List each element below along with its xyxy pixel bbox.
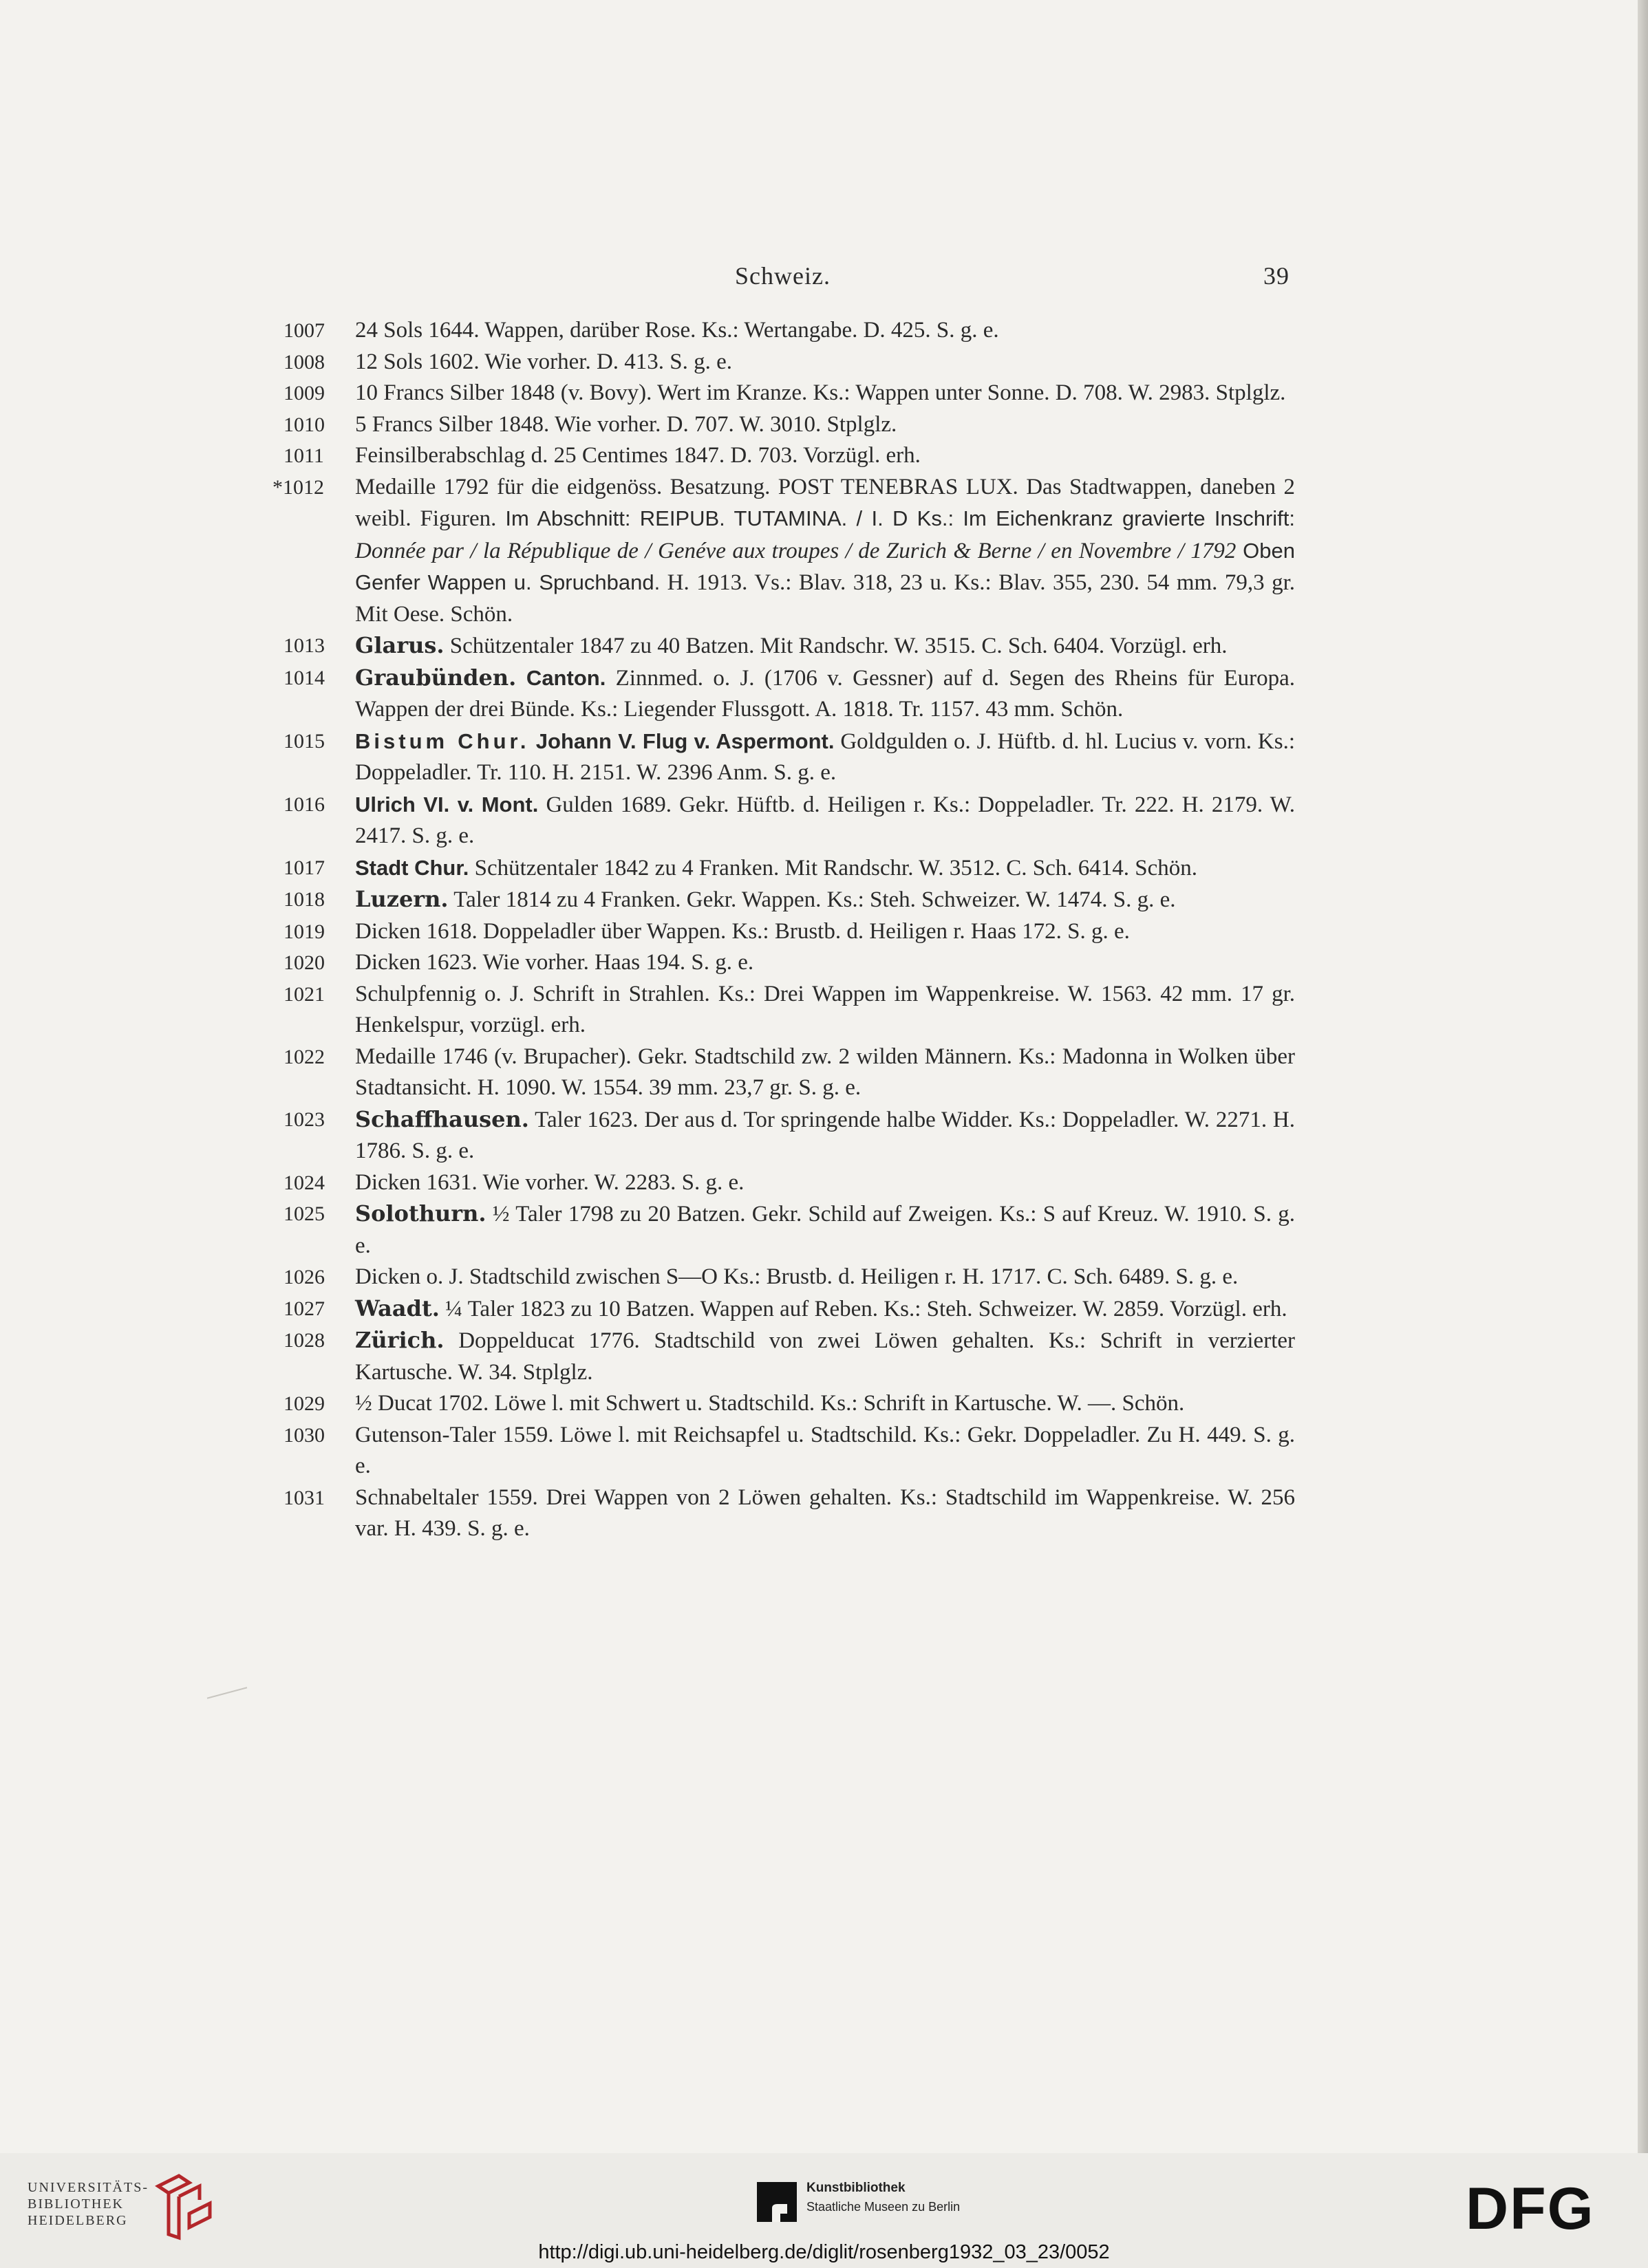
lot-description bbox=[355, 1167, 1295, 1199]
description-text: Gulden 1689. Gekr. Hüftb. d. Heiligen r. Ks.: Doppeladler. Tr. 222. H. 2179. W. 2417. S. g. e. bbox=[355, 792, 1295, 848]
description-text: 24 Sols 1644. Wappen, darüber Rose. Ks.: Wertangabe. D. 425. S. g. e. bbox=[355, 318, 999, 343]
catalog-entry bbox=[283, 884, 1295, 916]
catalog-entry bbox=[283, 378, 1295, 409]
kunstbibliothek-title: Kunstbibliothek bbox=[806, 2181, 906, 2195]
place-heading: Graubünden. bbox=[355, 664, 517, 691]
lot-number: 1013 bbox=[283, 634, 325, 657]
ub-heidelberg-logo[interactable] bbox=[28, 2172, 213, 2234]
lot-number: 1019 bbox=[283, 920, 325, 943]
description-text: Schützentaler 1842 zu 4 Franken. Mit Randschr. W. 3512. C. Sch. 6414. Schön. bbox=[469, 855, 1197, 881]
lot-number: *1012 bbox=[272, 475, 324, 499]
catalog-entry bbox=[283, 1293, 1295, 1326]
page-url[interactable]: http://digi.ub.uni-heidelberg.de/diglit/rosenberg1932_03_23/0052 bbox=[538, 2241, 1110, 2263]
catalog-entry bbox=[283, 979, 1295, 1041]
description-text: Doppelducat 1776. Stadtschild von zwei Löwen gehalten. Ks.: Schrift in verzierter Kartusche. W. 34. Stplglz. bbox=[355, 1328, 1295, 1385]
ub-mark-icon bbox=[151, 2172, 213, 2241]
description-text: H. 1913. Vs.: Blav. 318, 23 u. Ks.: Blav. 355, 230. 54 mm. 79,3 gr. Mit Oese. Schön. bbox=[355, 570, 1295, 627]
lot-description bbox=[355, 1325, 1295, 1388]
kunstbibliothek-logo[interactable] bbox=[757, 2171, 1005, 2233]
catalog-entry bbox=[283, 315, 1295, 347]
description-text: Stadt Chur. bbox=[355, 855, 469, 880]
place-heading: Waadt. bbox=[355, 1295, 440, 1321]
description-text: Medaille 1746 (v. Brupacher). Gekr. Stadtschild zw. 2 wilden Männern. Ks.: Madonna in Wolken über Stadtansicht. H. 1090. W. 1554. 39 mm. 23,7 gr. S. g. e. bbox=[355, 1044, 1295, 1100]
place-heading: Zürich. bbox=[355, 1327, 445, 1353]
lot-number: 1020 bbox=[283, 951, 325, 974]
lot-number: 1029 bbox=[283, 1392, 325, 1415]
lot-description bbox=[355, 852, 1295, 885]
running-head-title: Schweiz. bbox=[735, 262, 831, 290]
lot-description bbox=[355, 979, 1295, 1041]
lot-description bbox=[355, 662, 1295, 726]
lot-number: 1017 bbox=[283, 856, 325, 879]
lot-number: 1022 bbox=[283, 1045, 325, 1068]
catalog-entry bbox=[283, 1388, 1295, 1420]
lot-number: 1016 bbox=[283, 792, 325, 816]
place-heading: Schaffhausen. bbox=[355, 1105, 529, 1132]
catalog-entry bbox=[283, 440, 1295, 472]
description-text: 10 Francs Silber 1848 (v. Bovy). Wert im Kranze. Ks.: Wappen unter Sonne. D. 708. W. 2983. Stplglz. bbox=[355, 380, 1286, 405]
lot-description bbox=[355, 472, 1295, 631]
description-text: Schützentaler 1847 zu 40 Batzen. Mit Randschr. W. 3515. C. Sch. 6404. Vorzügl. erh. bbox=[444, 634, 1228, 658]
place-heading: Luzern. bbox=[355, 886, 449, 912]
catalog-entries bbox=[272, 315, 1295, 1545]
description-text: ½ Taler 1798 zu 20 Batzen. Gekr. Schild auf Zweigen. Ks.: S auf Kreuz. W. 1910. S. g. e. bbox=[355, 1202, 1295, 1258]
catalog-entry bbox=[283, 1420, 1295, 1482]
catalog-entry bbox=[283, 1198, 1295, 1262]
catalog-entry bbox=[283, 1104, 1295, 1167]
description-text: Dicken 1623. Wie vorher. Haas 194. S. g. e. bbox=[355, 950, 754, 975]
catalog-entry bbox=[283, 852, 1295, 885]
lot-number: 1028 bbox=[283, 1329, 325, 1352]
description-text: Im Abschnitt: REIPUB. TUTAMINA. / I. D Ks.: Im Eichenkranz gravierte Inschrift: bbox=[505, 506, 1295, 530]
lot-number: 1014 bbox=[283, 666, 325, 689]
description-text: Ulrich VI. v. Mont. bbox=[355, 792, 539, 817]
lot-description bbox=[355, 378, 1295, 409]
ub-heidelberg-logo-text bbox=[28, 2179, 149, 2229]
lot-number: 1021 bbox=[283, 982, 325, 1006]
lot-description bbox=[355, 1482, 1295, 1545]
page-edge bbox=[1638, 0, 1648, 2153]
lot-number: 1011 bbox=[283, 444, 324, 467]
lot-number: 1023 bbox=[283, 1108, 325, 1131]
viewer-footer bbox=[0, 2153, 1648, 2268]
ub-logo-line-2: BIBLIOTHEK bbox=[28, 2196, 124, 2212]
kunstbibliothek-subtitle: Staatliche Museen zu Berlin bbox=[806, 2200, 961, 2214]
description-text: Taler 1814 zu 4 Franken. Gekr. Wappen. Ks.: Steh. Schweizer. W. 1474. S. g. e. bbox=[448, 887, 1176, 912]
description-text: Dicken o. J. Stadtschild zwischen S—O Ks.: Brustb. d. Heiligen r. H. 1717. C. Sch. 6489. S. g. e. bbox=[355, 1264, 1239, 1289]
lot-description bbox=[355, 1104, 1295, 1167]
lot-number: 1010 bbox=[283, 413, 325, 436]
place-heading: Solothurn. bbox=[355, 1200, 486, 1227]
lot-number: 1030 bbox=[283, 1423, 325, 1447]
catalog-entry bbox=[272, 472, 1295, 631]
lot-description bbox=[355, 409, 1295, 441]
catalog-entry bbox=[283, 789, 1295, 852]
running-head bbox=[0, 261, 1648, 303]
description-text: Gutenson-Taler 1559. Löwe l. mit Reichsapfel u. Stadtschild. Ks.: Gekr. Doppeladler. Zu H. 449. S. g. e. bbox=[355, 1422, 1295, 1478]
catalog-entry bbox=[283, 1262, 1295, 1293]
dfg-logo-text: DFG bbox=[1466, 2181, 1595, 2236]
place-heading: Glarus. bbox=[355, 632, 445, 658]
lot-description bbox=[355, 1388, 1295, 1420]
catalog-entry bbox=[283, 947, 1295, 979]
page-number: 39 bbox=[1263, 262, 1289, 290]
description-text: Johann V. Flug v. Aspermont. bbox=[529, 728, 835, 753]
description-text: 12 Sols 1602. Wie vorher. D. 413. S. g. e. bbox=[355, 349, 733, 374]
kunstbibliothek-mark-icon bbox=[757, 2182, 797, 2222]
ub-logo-line-1: UNIVERSITÄTS- bbox=[28, 2180, 149, 2195]
ub-logo-line-3: HEIDELBERG bbox=[28, 2213, 128, 2228]
catalog-entry bbox=[283, 1041, 1295, 1104]
lot-description bbox=[355, 630, 1295, 662]
description-text: ½ Ducat 1702. Löwe l. mit Schwert u. Stadtschild. Ks.: Schrift in Kartusche. W. —. Schön. bbox=[355, 1391, 1185, 1416]
description-text: Donnée par / la République de / Genéve aux troupes / de Zurich & Berne / en Novembre / 1792 bbox=[355, 538, 1237, 563]
stray-mark bbox=[207, 1687, 247, 1698]
catalog-entry bbox=[283, 630, 1295, 662]
lot-number: 1018 bbox=[283, 888, 325, 911]
description-text: Taler 1623. Der aus d. Tor springende halbe Widder. Ks.: Doppeladler. W. 2271. H. 1786. S. g. e. bbox=[355, 1107, 1295, 1163]
lot-number: 1026 bbox=[283, 1266, 325, 1288]
description-text: 5 Francs Silber 1848. Wie vorher. D. 707. W. 3010. Stplglz. bbox=[355, 411, 897, 437]
description-text: Oben Genfer Wappen u. Spruchband. bbox=[355, 538, 1295, 594]
description-text: Zinnmed. o. J. (1706 v. Gessner) auf d. Segen des Rheins für Europa. Wappen der drei Bünde. Ks.: Liegender Flussgott. A. 1818. Tr. 1157. 43 mm. Schön. bbox=[355, 665, 1295, 722]
lot-number: 1024 bbox=[283, 1171, 325, 1194]
lot-description bbox=[355, 1420, 1295, 1482]
lot-description bbox=[355, 884, 1295, 916]
description-text: Feinsilberabschlag d. 25 Centimes 1847. D. 703. Vorzügl. erh. bbox=[355, 443, 921, 468]
lot-number: 1015 bbox=[283, 729, 325, 753]
lot-number: 1008 bbox=[283, 350, 325, 374]
description-text: Dicken 1618. Doppeladler über Wappen. Ks.: Brustb. d. Heiligen r. Haas 172. S. g. e. bbox=[355, 918, 1130, 944]
lot-description bbox=[355, 347, 1295, 378]
lot-description bbox=[355, 1198, 1295, 1262]
lot-number: 1007 bbox=[283, 319, 325, 342]
lot-description bbox=[355, 315, 1295, 347]
catalog-entry bbox=[283, 347, 1295, 378]
catalog-entry bbox=[283, 726, 1295, 789]
catalog-entry bbox=[283, 916, 1295, 948]
lot-number: 1027 bbox=[283, 1297, 325, 1320]
lot-number: 1025 bbox=[283, 1202, 325, 1225]
description-text: Goldgulden o. J. Hüftb. d. hl. Lucius v. vorn. Ks.: Doppeladler. Tr. 110. H. 2151. W. 2396 Anm. S. g. e. bbox=[355, 728, 1295, 785]
lot-description bbox=[355, 947, 1295, 979]
lot-description bbox=[355, 789, 1295, 852]
lot-description bbox=[355, 1041, 1295, 1104]
lot-description bbox=[355, 1262, 1295, 1293]
catalog-entry bbox=[283, 662, 1295, 726]
description-text: Bistum Chur. bbox=[355, 728, 530, 753]
catalog-entry bbox=[283, 1482, 1295, 1545]
description-text: ¼ Taler 1823 zu 10 Batzen. Wappen auf Reben. Ks.: Steh. Schweizer. W. 2859. Vorzügl. erh. bbox=[439, 1296, 1287, 1321]
description-text: Dicken 1631. Wie vorher. W. 2283. S. g. e. bbox=[355, 1169, 745, 1195]
lot-description bbox=[355, 726, 1295, 789]
description-text: Canton. bbox=[516, 665, 606, 690]
lot-description bbox=[355, 1293, 1295, 1326]
lot-number: 1009 bbox=[283, 382, 325, 404]
lot-description bbox=[355, 440, 1295, 472]
description-text: Schulpfennig o. J. Schrift in Strahlen. Ks.: Drei Wappen im Wappenkreise. W. 1563. 42 mm. 17 gr. Henkelspur, vorzügl. erh. bbox=[355, 981, 1295, 1037]
lot-number: 1031 bbox=[283, 1486, 325, 1509]
catalog-entry bbox=[283, 1325, 1295, 1388]
lot-description bbox=[355, 916, 1295, 948]
description-text: Schnabeltaler 1559. Drei Wappen von 2 Löwen gehalten. Ks.: Stadtschild im Wappenkreise. W. 256 var. H. 439. S. g. e. bbox=[355, 1484, 1295, 1541]
catalog-entry bbox=[283, 409, 1295, 441]
description-text: Medaille 1792 für die eidgenöss. Besatzung. POST TENEBRAS LUX. Das Stadtwappen, daneben 2 weibl. Figuren. bbox=[355, 474, 1295, 531]
catalog-entry bbox=[283, 1167, 1295, 1199]
dfg-logo[interactable] bbox=[1466, 2181, 1624, 2236]
